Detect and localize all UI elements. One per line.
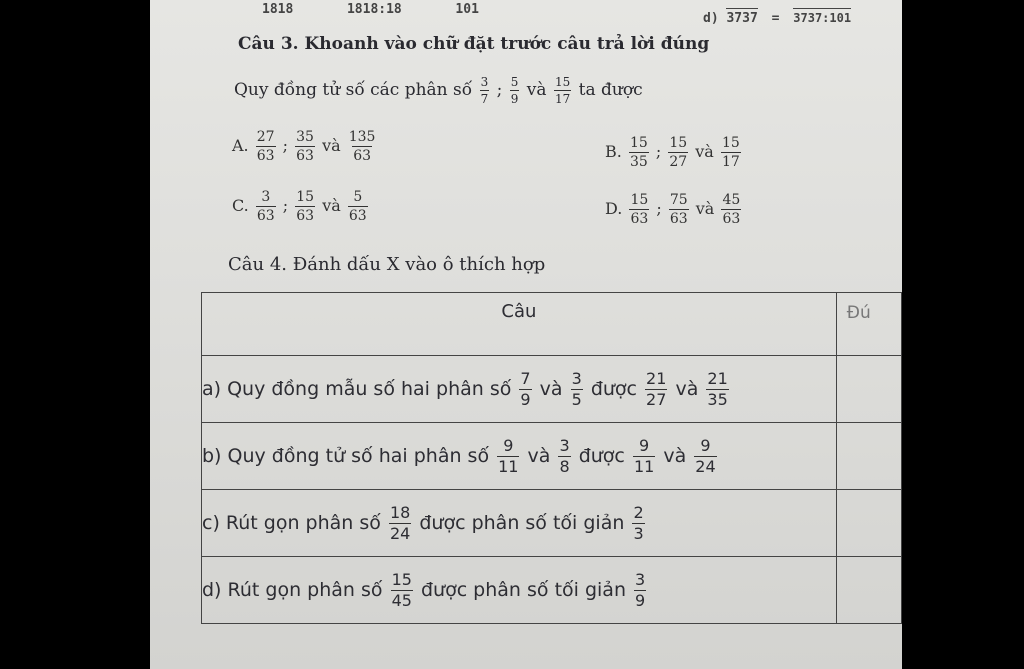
fraction: $\frac{21}{35}$ bbox=[707, 368, 728, 409]
statement-d bbox=[202, 557, 837, 624]
fraction: $\frac{15}{17}$ bbox=[554, 75, 571, 106]
table-row bbox=[202, 423, 902, 490]
fraction: $\frac{2}{3}$ bbox=[633, 502, 644, 543]
conjunction: và bbox=[539, 377, 563, 400]
fraction: $\frac{7}{9}$ bbox=[520, 368, 531, 409]
fraction: $\frac{15}{35}$ bbox=[629, 135, 648, 170]
option-label: C. bbox=[232, 196, 249, 215]
top-fragment bbox=[262, 2, 479, 17]
top-item: 1818 bbox=[262, 2, 294, 17]
statement-a bbox=[202, 356, 837, 423]
q3-prompt-text: Quy đồng tử số các phân số bbox=[234, 80, 473, 100]
fraction: $\frac{5}{63}$ bbox=[348, 189, 367, 224]
separator: ; bbox=[496, 80, 503, 100]
q3-prompt-tail: ta được bbox=[578, 80, 643, 100]
conjunction: và bbox=[322, 136, 341, 155]
option-c[interactable] bbox=[232, 190, 370, 223]
option-d[interactable] bbox=[605, 193, 743, 226]
statement-b bbox=[202, 423, 837, 490]
conjunction: và bbox=[322, 196, 341, 215]
answer-cell-b[interactable] bbox=[836, 423, 901, 490]
fraction: $\frac{3}{7}$ bbox=[480, 75, 489, 106]
statement-c bbox=[202, 490, 837, 557]
separator: ; bbox=[282, 136, 289, 155]
fraction: $\frac{15}{45}$ bbox=[391, 569, 412, 610]
top-item: 101 bbox=[455, 2, 479, 17]
top-item: 1818:18 bbox=[346, 2, 402, 17]
option-label: B. bbox=[605, 142, 622, 161]
separator: ; bbox=[282, 196, 289, 215]
fraction: $\frac{35}{63}$ bbox=[296, 129, 314, 164]
fraction: $\frac{9}{11}$ bbox=[633, 435, 655, 476]
fraction: $\frac{27}{63}$ bbox=[256, 129, 275, 164]
fraction: $\frac{15}{63}$ bbox=[296, 189, 315, 224]
d-left-den: 3737 bbox=[726, 8, 757, 26]
conjunction: và bbox=[526, 80, 547, 100]
table-row bbox=[202, 490, 902, 557]
separator: ; bbox=[655, 142, 662, 161]
conjunction: và bbox=[527, 444, 551, 467]
header-dung: Đú bbox=[836, 293, 901, 356]
option-label: A. bbox=[232, 136, 249, 155]
fraction: $\frac{9}{24}$ bbox=[695, 435, 716, 476]
fraction: $\frac{9}{11}$ bbox=[498, 435, 519, 476]
d-eq: = bbox=[771, 11, 780, 26]
conjunction: và bbox=[675, 377, 699, 400]
top-fragment-d bbox=[703, 0, 851, 26]
table-row bbox=[202, 356, 902, 423]
fraction: $\frac{3}{5}$ bbox=[571, 368, 582, 409]
option-a[interactable] bbox=[232, 130, 378, 163]
statement-text: a) Quy đồng mẫu số hai phân số bbox=[202, 377, 512, 400]
fraction: $\frac{18}{24}$ bbox=[389, 502, 411, 543]
fraction: $\frac{15}{27}$ bbox=[669, 135, 688, 170]
fraction: $\frac{5}{9}$ bbox=[510, 75, 519, 106]
fraction: $\frac{15}{63}$ bbox=[630, 192, 649, 227]
statement-text: b) Quy đồng tử số hai phân số bbox=[202, 444, 490, 467]
conjunction: và bbox=[695, 142, 714, 161]
d-label: d) bbox=[703, 11, 719, 26]
worksheet-paper bbox=[150, 0, 902, 669]
q3-prompt bbox=[234, 76, 643, 105]
fraction: $\frac{45}{63}$ bbox=[722, 192, 741, 227]
answer-cell-a[interactable] bbox=[836, 356, 901, 423]
d-right-den: 3737:101 bbox=[793, 8, 851, 25]
answer-cell-c[interactable] bbox=[836, 490, 901, 557]
conjunction: và bbox=[663, 444, 687, 467]
answer-cell-d[interactable] bbox=[836, 557, 901, 624]
fraction: $\frac{15}{17}$ bbox=[721, 135, 740, 170]
statement-text: được phân số tối giản bbox=[420, 578, 626, 601]
header-cau: Câu bbox=[202, 293, 837, 356]
table-header-row bbox=[202, 293, 902, 356]
statement-text: được bbox=[590, 377, 637, 400]
statement-text: được phân số tối giản bbox=[419, 511, 625, 534]
fraction: $\frac{3}{8}$ bbox=[559, 435, 570, 476]
q3-title: Câu 3. Khoanh vào chữ đặt trước câu trả lời đúng bbox=[238, 34, 710, 54]
option-b[interactable] bbox=[605, 136, 743, 169]
statement-text: d) Rút gọn phân số bbox=[202, 578, 383, 601]
fraction: $\frac{3}{9}$ bbox=[635, 569, 646, 610]
fraction: $\frac{75}{63}$ bbox=[669, 192, 688, 227]
q4-title: Câu 4. Đánh dấu X vào ô thích hợp bbox=[228, 254, 546, 275]
fraction: $\frac{3}{63}$ bbox=[256, 189, 275, 224]
answer-table bbox=[201, 292, 902, 624]
fraction: $\frac{135}{63}$ bbox=[348, 129, 376, 164]
fraction: $\frac{21}{27}$ bbox=[646, 368, 667, 409]
statement-text: c) Rút gọn phân số bbox=[202, 511, 381, 534]
statement-text: được bbox=[578, 444, 625, 467]
conjunction: và bbox=[695, 199, 715, 218]
table-row bbox=[202, 557, 902, 624]
separator: ; bbox=[656, 199, 662, 218]
option-label: D. bbox=[605, 199, 623, 218]
